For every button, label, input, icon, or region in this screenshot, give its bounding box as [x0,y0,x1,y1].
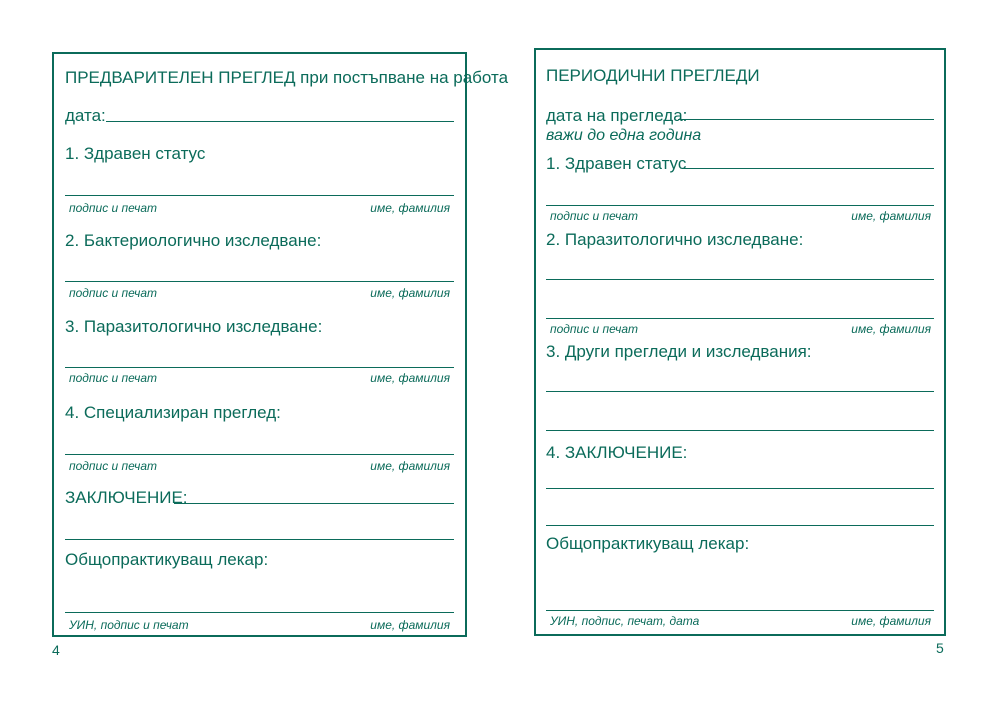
right-item-1-sign-caption: подпис и печат [550,209,639,223]
left-item-3-label: 3. Паразитологично изследване: [65,317,323,336]
left-form-title: ПРЕДВАРИТЕЛЕН ПРЕГЛЕД при постъпване на работа [65,68,509,87]
left-date-label: дата: [65,106,106,125]
left-item-4-line[interactable] [65,454,454,455]
left-form-panel [52,52,509,637]
left-doctor-line[interactable] [65,612,454,613]
left-item-3-line[interactable] [65,367,454,368]
right-validity-note: важи до една година [546,127,702,144]
right-page-number: 5 [936,640,944,656]
left-date-line[interactable] [106,121,454,122]
left-item-1-name-caption: име, фамилия [370,201,450,215]
right-date-line[interactable] [678,119,934,120]
right-item-3-line-1[interactable] [546,391,934,392]
left-item-1-sign-caption: подпис и печат [69,201,158,215]
left-doctor-label: Общопрактикуващ лекар: [65,550,269,569]
right-form-panel [534,48,946,636]
left-item-1-line[interactable] [65,195,454,196]
right-form-title: ПЕРИОДИЧНИ ПРЕГЛЕДИ [546,66,760,85]
right-item-4-line-1[interactable] [546,488,934,489]
right-item-3-line-2[interactable] [546,430,934,431]
right-item-2-line-1[interactable] [546,279,934,280]
left-page-number: 4 [52,642,60,658]
right-item-2-label: 2. Паразитологично изследване: [546,230,804,249]
right-doctor-name-caption: име, фамилия [851,614,931,628]
right-item-1-name-caption: име, фамилия [851,209,931,223]
right-item-1-line-1[interactable] [682,168,934,169]
right-doctor-label: Общопрактикуващ лекар: [546,534,750,553]
right-item-1-label: 1. Здравен статус [546,154,687,173]
left-doctor-name-caption: име, фамилия [370,618,450,632]
left-doctor-sign-caption: УИН, подпис и печат [69,618,189,632]
left-conclusion-line-2[interactable] [65,539,454,540]
right-item-4-line-2[interactable] [546,525,934,526]
right-item-4-label: 4. ЗАКЛЮЧЕНИЕ: [546,443,688,462]
right-item-1-line-2[interactable] [546,205,934,206]
right-doctor-line[interactable] [546,610,934,611]
left-conclusion-line-1[interactable] [174,503,454,504]
left-item-1-label: 1. Здравен статус [65,144,206,163]
left-item-4-label: 4. Специализиран преглед: [65,403,281,422]
left-conclusion-label: ЗАКЛЮЧЕНИЕ: [65,488,188,507]
right-date-label: дата на прегледа: [546,106,688,125]
left-item-3-sign-caption: подпис и печат [69,371,158,385]
right-item-2-sign-caption: подпис и печат [550,322,639,336]
left-item-2-sign-caption: подпис и печат [69,286,158,300]
left-item-2-name-caption: име, фамилия [370,286,450,300]
right-item-2-line-2[interactable] [546,318,934,319]
left-item-4-name-caption: име, фамилия [370,459,450,473]
left-item-2-label: 2. Бактериологично изследване: [65,231,322,250]
left-item-3-name-caption: име, фамилия [370,371,450,385]
right-doctor-sign-caption: УИН, подпис, печат, дата [550,614,700,628]
left-item-4-sign-caption: подпис и печат [69,459,158,473]
right-item-2-name-caption: име, фамилия [851,322,931,336]
left-item-2-line[interactable] [65,281,454,282]
right-item-3-label: 3. Други прегледи и изследвания: [546,342,812,361]
